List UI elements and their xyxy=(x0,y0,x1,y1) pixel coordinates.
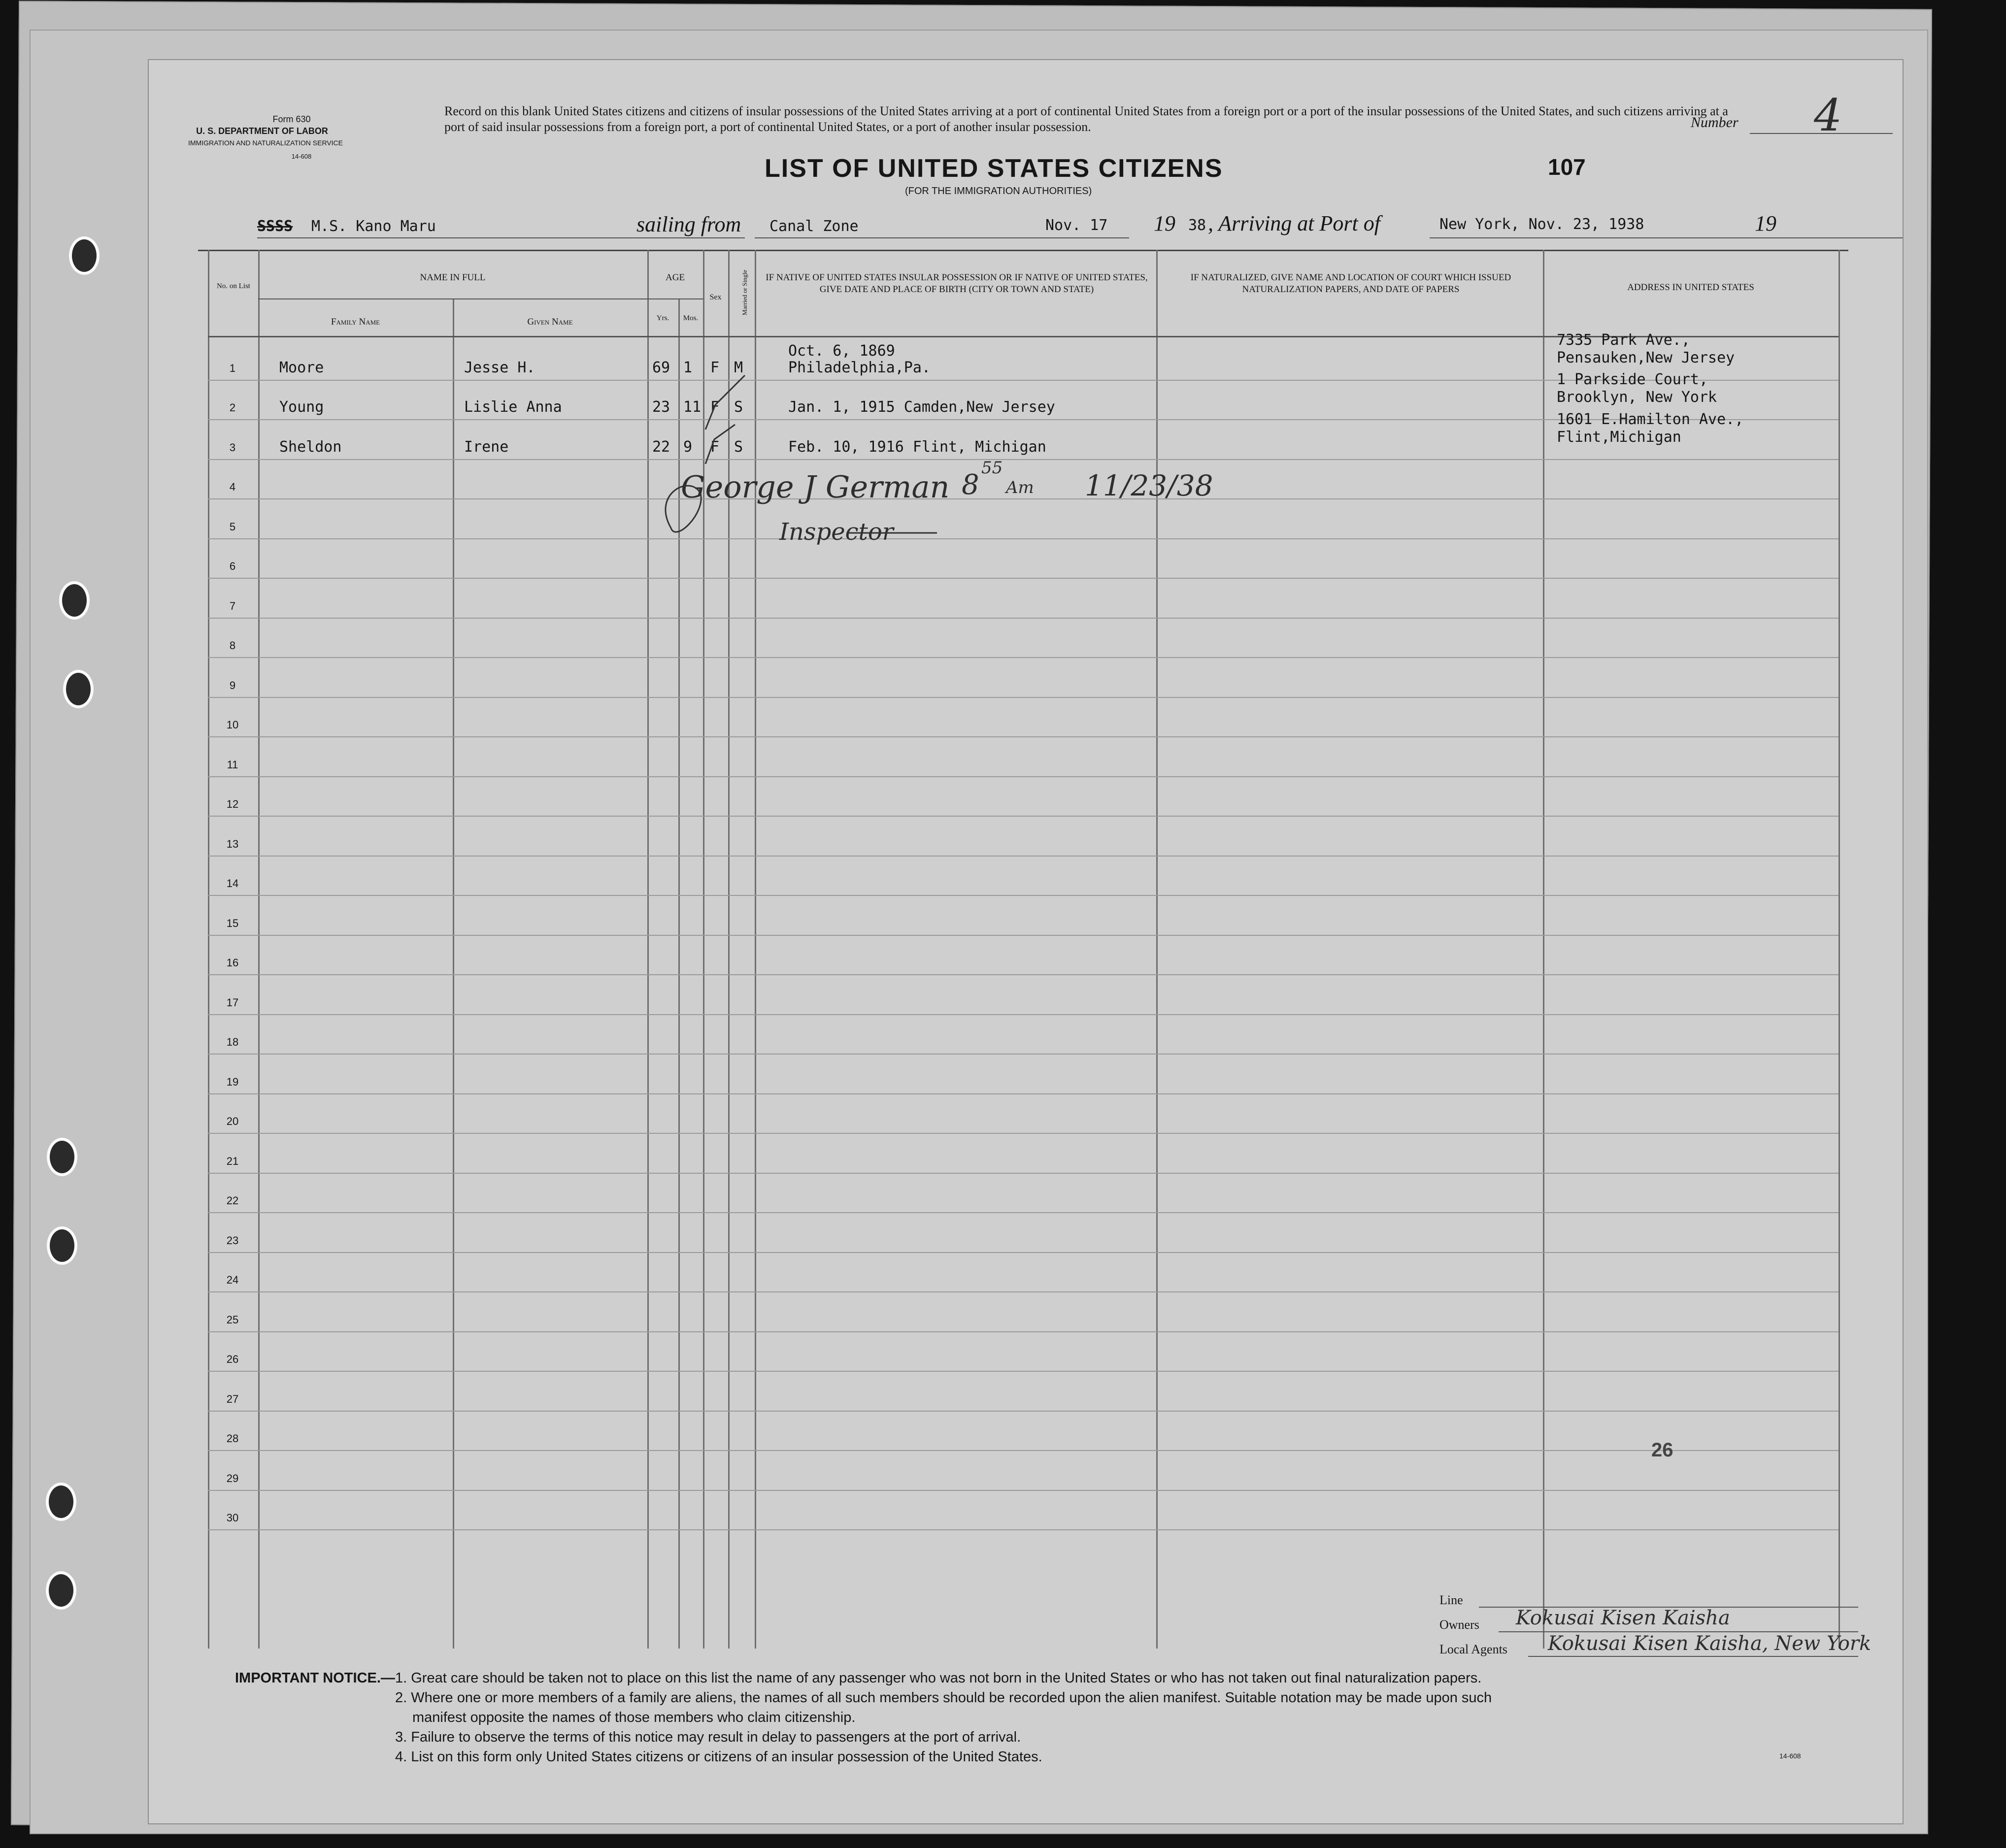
entry-birth-date-place: Feb. 10, 1916 Flint, Michigan xyxy=(788,438,1046,456)
margin-number: 26 xyxy=(1651,1439,1673,1461)
arriving-label: , Arriving at Port of xyxy=(1208,211,1380,235)
row-number: 8 xyxy=(229,639,236,652)
check-mark xyxy=(705,375,745,429)
row-number: 30 xyxy=(226,1512,239,1524)
row-number: 18 xyxy=(226,1036,239,1048)
print-code: 14-608 xyxy=(291,153,312,160)
header-address: ADDRESS IN UNITED STATES xyxy=(1627,282,1754,293)
row-number: 6 xyxy=(229,560,236,572)
sailing-from-value: Canal Zone xyxy=(769,218,859,235)
stamp-number: 107 xyxy=(1548,154,1586,180)
form-identification xyxy=(188,113,343,163)
row-number: 12 xyxy=(226,798,239,810)
vessel-prefix-struck: SSSS xyxy=(257,218,293,235)
header-family-name: Family Name xyxy=(331,317,380,327)
header-yrs: Yrs. xyxy=(656,314,669,322)
row-number: 19 xyxy=(226,1076,239,1088)
instructions-text: Record on this blank United States citizens and citizens of insular possessions of the United States arriving at a port of continental United States from a foreign port or a port of the insular possessions of the United States, and such citizens arriving at a port of said insular possessions from a foreign port, a port of continental United States, or a port of another insular possession. xyxy=(444,104,1728,134)
sailing-underline xyxy=(755,237,1129,238)
departure-date: Nov. 17 xyxy=(1045,217,1108,234)
table-row-line xyxy=(208,1490,1839,1491)
row-number: 1 xyxy=(229,362,236,374)
row-number: 2 xyxy=(229,401,236,414)
binder-hole xyxy=(46,1483,76,1521)
header-naturalized: IF NATURALIZED, GIVE NAME AND LOCATION OF COURT WHICH ISSUED NATURALIZATION PAPERS, AND DATE OF PAPERS xyxy=(1190,272,1511,295)
binder-hole xyxy=(63,670,94,708)
header-married-single: Married or Single xyxy=(741,269,748,316)
entry-address-street: 1 Parkside Court, xyxy=(1557,371,1708,388)
header-sex: Sex xyxy=(709,293,722,301)
row-number: 29 xyxy=(226,1472,239,1485)
table-row-line xyxy=(208,1212,1839,1213)
name-header-rule xyxy=(258,298,647,299)
row-number: 27 xyxy=(226,1393,239,1405)
notice-item-2-cont: manifest opposite the names of those members who claim citizenship. xyxy=(412,1710,856,1725)
entry-family-name: Sheldon xyxy=(279,438,342,456)
entry-sex: F xyxy=(710,398,720,416)
inspector-time-unit: Am xyxy=(1006,478,1034,497)
line-label: Line xyxy=(1439,1593,1463,1607)
header-given-name: Given Name xyxy=(527,317,573,327)
agents-underline xyxy=(1528,1656,1858,1657)
vessel-name: M.S. Kano Maru xyxy=(311,218,436,235)
header-birth: IF NATIVE OF UNITED STATES INSULAR POSSESSION OR IF NATIVE OF UNITED STATES, GIVE DATE AND PLACE OF BIRTH (CITY OR TOWN AND STATE) xyxy=(766,272,1148,295)
inspector-time: 8 xyxy=(962,469,979,501)
table-row-line xyxy=(208,1371,1839,1372)
manifest-page xyxy=(148,59,1904,1824)
entry-address-city: Pensauken,New Jersey xyxy=(1557,349,1735,366)
arrival-underline xyxy=(1430,237,1904,238)
table-row-line xyxy=(208,816,1839,817)
table-row-line xyxy=(208,776,1839,777)
notice-item-1: 1. Great care should be taken not to place on this list the name of any passenger who was not born in the United States or who has not taken out final naturalization papers. xyxy=(395,1670,1482,1686)
binder-hole xyxy=(59,581,90,620)
table-row-line xyxy=(208,618,1839,619)
form-number: Form 630 xyxy=(272,114,311,124)
table-row-line xyxy=(208,1252,1839,1253)
entry-marital-status: M xyxy=(734,359,743,376)
table-row-line xyxy=(208,736,1839,737)
table-row-line xyxy=(208,1529,1839,1530)
table-row-line xyxy=(208,1331,1839,1332)
row-number: 7 xyxy=(229,600,236,612)
owners-label: Owners xyxy=(1439,1617,1479,1632)
row-number: 3 xyxy=(229,441,236,454)
binder-hole xyxy=(47,1138,77,1176)
row-number: 22 xyxy=(226,1194,239,1207)
column-divider xyxy=(1839,250,1840,1649)
inspector-title: Inspector xyxy=(779,518,894,546)
inspector-time-minutes: 55 xyxy=(981,458,1003,478)
entry-age-years: 23 xyxy=(652,398,670,416)
header-no-on-list: No. on List xyxy=(217,282,250,290)
sailing-from-label: sailing from xyxy=(636,212,741,236)
row-number: 23 xyxy=(226,1234,239,1247)
entry-age-months: 9 xyxy=(683,438,693,456)
row-number: 25 xyxy=(226,1314,239,1326)
column-divider xyxy=(453,299,454,1649)
vessel-underline xyxy=(257,237,745,238)
table-row-line xyxy=(208,1173,1839,1174)
departure-year: 38 xyxy=(1188,217,1206,234)
signature-stroke xyxy=(666,486,701,532)
entry-given-name: Jesse H. xyxy=(464,359,535,376)
entry-family-name: Young xyxy=(279,398,324,416)
number-value: 4 xyxy=(1814,90,1842,141)
check-marks xyxy=(686,316,750,464)
entry-address-city: Flint,Michigan xyxy=(1557,429,1681,446)
agents-value: Kokusai Kisen Kaisha, New York xyxy=(1548,1632,1872,1655)
table-row-line xyxy=(208,578,1839,579)
entry-marital-status: S xyxy=(734,438,743,456)
inspector-date: 11/23/38 xyxy=(1085,469,1213,502)
table-row-line xyxy=(208,856,1839,857)
row-number: 9 xyxy=(229,679,236,692)
page-subtitle: (FOR THE IMMIGRATION AUTHORITIES) xyxy=(905,186,1092,197)
table-row-line xyxy=(208,1133,1839,1134)
binder-hole xyxy=(69,236,100,275)
notice-item-2: 2. Where one or more members of a family are aliens, the names of all such members should be recorded upon the alien manifest. Suitable notation may be made upon such xyxy=(395,1690,1492,1706)
binder-hole xyxy=(47,1226,77,1265)
entry-address-street: 7335 Park Ave., xyxy=(1557,331,1690,349)
row-number: 24 xyxy=(226,1274,239,1286)
entry-birth-date-place: Oct. 6, 1869 xyxy=(788,342,895,360)
entry-given-name: Lislie Anna xyxy=(464,398,562,416)
header-mos: Mos. xyxy=(683,314,699,322)
row-number: 10 xyxy=(226,719,239,731)
agents-label: Local Agents xyxy=(1439,1642,1507,1656)
table-row-line xyxy=(208,1450,1839,1451)
table-row-line xyxy=(208,974,1839,975)
row-number: 17 xyxy=(226,996,239,1009)
row-number: 28 xyxy=(226,1432,239,1445)
notice-item-3: 3. Failure to observe the terms of this notice may result in delay to passengers at the port of arrival. xyxy=(395,1729,1021,1745)
row-number: 13 xyxy=(226,838,239,850)
age-header-rule xyxy=(647,298,703,299)
table-row-line xyxy=(208,1411,1839,1412)
binder-hole xyxy=(46,1571,76,1610)
header-age: AGE xyxy=(665,272,685,283)
entry-address-city: Brooklyn, New York xyxy=(1557,389,1717,406)
row-number: 4 xyxy=(229,481,236,493)
row-number: 5 xyxy=(229,521,236,533)
entry-marital-status: S xyxy=(734,398,743,416)
entry-address-street: 1601 E.Hamilton Ave., xyxy=(1557,411,1744,428)
entry-family-name: Moore xyxy=(279,359,324,376)
entry-age-months: 1 xyxy=(683,359,693,376)
table-row-line xyxy=(208,498,1839,499)
entry-age-years: 22 xyxy=(652,438,670,456)
row-number: 14 xyxy=(226,877,239,890)
year-prefix: 19 xyxy=(1154,211,1175,235)
entry-age-months: 11 xyxy=(683,398,702,416)
table-row-line xyxy=(208,1093,1839,1094)
table-row-line xyxy=(208,935,1839,936)
entry-given-name: Irene xyxy=(464,438,509,456)
table-row-line xyxy=(208,1014,1839,1015)
inspector-signature: George J German xyxy=(681,469,950,505)
header-name-in-full: NAME IN FULL xyxy=(420,272,486,283)
table-row-line xyxy=(208,895,1839,896)
check-mark xyxy=(705,425,735,464)
row-number: 26 xyxy=(226,1353,239,1365)
signature-flourish xyxy=(641,464,986,553)
entry-birth-date-place: Jan. 1, 1915 Camden,New Jersey xyxy=(788,398,1055,416)
table-row-line xyxy=(208,657,1839,658)
table-row-line xyxy=(208,538,1839,539)
notice-item-4: 4. List on this form only United States citizens or citizens of an insular possession of the United States. xyxy=(395,1749,1042,1765)
table-row-line xyxy=(208,697,1839,698)
footer-print-code: 14-608 xyxy=(1779,1752,1801,1760)
owners-value: Kokusai Kisen Kaisha xyxy=(1516,1607,1730,1629)
row-number: 20 xyxy=(226,1115,239,1127)
department-name: U. S. DEPARTMENT OF LABOR xyxy=(196,126,328,136)
row-number: 15 xyxy=(226,917,239,929)
table-row-line xyxy=(208,459,1839,460)
arrival-port-date: New York, Nov. 23, 1938 xyxy=(1439,216,1644,233)
entry-birth-place: Philadelphia,Pa. xyxy=(788,359,931,376)
table-row-line xyxy=(208,1291,1839,1292)
entry-sex: F xyxy=(710,438,720,456)
row-number: 21 xyxy=(226,1155,239,1167)
table-top-border xyxy=(198,250,1848,251)
notice-heading: IMPORTANT NOTICE.— xyxy=(235,1670,395,1686)
number-label: Number xyxy=(1691,114,1739,131)
service-name: IMMIGRATION AND NATURALIZATION SERVICE xyxy=(188,139,343,147)
row-number: 16 xyxy=(226,957,239,969)
table-row-line xyxy=(208,1054,1839,1055)
year-prefix-2: 19 xyxy=(1755,211,1776,235)
page-title: LIST OF UNITED STATES CITIZENS xyxy=(765,154,1223,183)
entry-sex: F xyxy=(710,359,720,376)
entry-age-years: 69 xyxy=(652,359,670,376)
row-number: 11 xyxy=(227,759,238,771)
